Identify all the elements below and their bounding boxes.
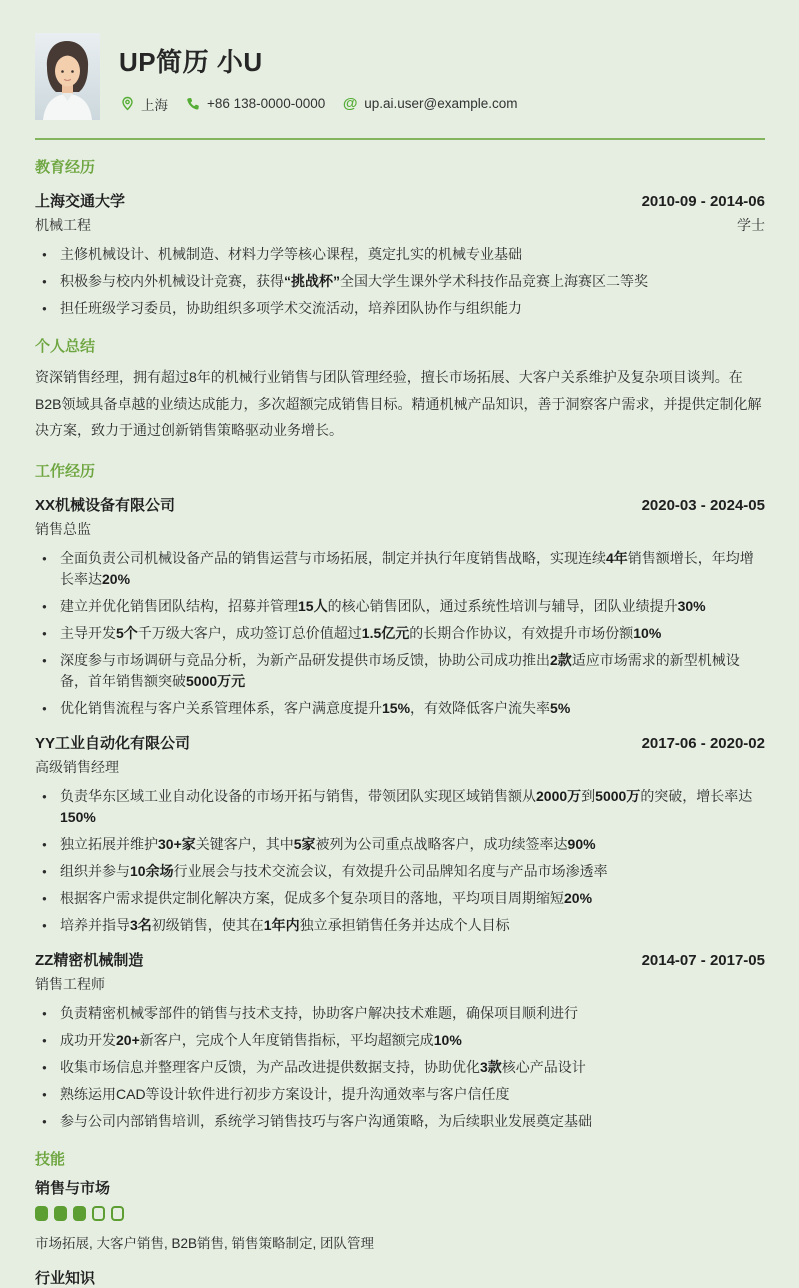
resume-sections <box>35 156 765 1288</box>
entry-date: 2020-03 - 2024-05 <box>641 496 765 514</box>
bullet-item: ● 积极参与校内外机械设计竞赛，获得“挑战杯”全国大学生课外学术科技作品竞赛上海赛区二等奖 <box>60 271 765 292</box>
skill-dot <box>73 1206 86 1221</box>
entry-subtitle-row <box>35 519 765 539</box>
profile-photo <box>35 33 100 120</box>
entry-side: 学士 <box>737 217 765 233</box>
contact-text: up.ai.user@example.com <box>364 96 518 111</box>
entry-name: XX机械设备有限公司 <box>35 496 176 514</box>
summary-paragraph: 资深销售经理，拥有超过8年的机械行业销售与团队管理经验，擅长市场拓展、大客户关系维护及复杂项目谈判。在B2B领域具备卓越的业绩达成能力，多次超额完成销售目标。精通机械产品知识，善于洞察客户需求，并提供定制化解决方案，致力于通过创新销售策略驱动业务增长。 <box>35 369 762 438</box>
bullet-item: ● 组织并参与10余场行业展会与技术交流会议，有效提升公司品牌知名度与产品市场渗透率 <box>60 861 765 882</box>
phone-icon <box>185 96 201 112</box>
section-title: 个人总结 <box>35 338 96 355</box>
entry <box>35 949 765 1132</box>
skill-dot <box>35 1206 48 1221</box>
entry-head <box>35 494 765 515</box>
entry-subtitle-row <box>35 974 765 994</box>
skill <box>35 1177 765 1252</box>
profile-photo-image <box>35 33 100 120</box>
skill <box>35 1267 765 1288</box>
skill-level-dots <box>35 1206 765 1221</box>
skill-dot <box>92 1206 105 1221</box>
resume-header <box>35 33 765 120</box>
entry-subtitle: 高级销售经理 <box>35 758 119 775</box>
section-title: 工作经历 <box>35 462 96 480</box>
candidate-name: UP简历 小U <box>119 46 263 77</box>
header-info <box>119 40 535 114</box>
entry-bullets <box>35 786 765 936</box>
entry-head <box>35 949 765 970</box>
section-summary <box>35 335 765 444</box>
bullet-item: ● 全面负责公司机械设备产品的销售运营与市场拓展，制定并执行年度销售战略，实现连续4年销售额增长，年均增长率达20% <box>60 548 765 590</box>
header-divider <box>35 138 765 140</box>
entry-subtitle: 机械工程 <box>35 217 91 233</box>
bullet-item: ● 收集市场信息并整理客户反馈，为产品改进提供数据支持，协助优化3款核心产品设计 <box>60 1057 765 1078</box>
entry <box>35 494 765 719</box>
skill-keywords: 市场拓展, 大客户销售, B2B销售, 销售策略制定, 团队管理 <box>35 1235 375 1251</box>
entry-head <box>35 190 765 211</box>
section-title: 教育经历 <box>35 159 96 176</box>
bullet-item: ● 负责华东区域工业自动化设备的市场开拓与销售，带领团队实现区域销售额从2000万到5000万的突破，增长率达150% <box>60 786 765 828</box>
bullet-item: ● 建立并优化销售团队结构，招募并管理15人的核心销售团队，通过系统性培训与辅导，团队业绩提升30% <box>60 596 765 617</box>
entry-bullets <box>35 244 765 319</box>
bullet-item: ● 熟练运用CAD等设计软件进行初步方案设计，提升沟通效率与客户信任度 <box>60 1084 765 1105</box>
section-work <box>35 460 765 1132</box>
skill-dot <box>111 1206 124 1221</box>
entry-subtitle-row <box>35 757 765 777</box>
skill-dot <box>54 1206 67 1221</box>
bullet-item: ● 根据客户需求提供定制化解决方案，促成多个复杂项目的落地，平均项目周期缩短20% <box>60 888 765 909</box>
contact-item-0 <box>119 94 168 114</box>
skill-name: 行业知识 <box>35 1269 96 1287</box>
entry <box>35 190 765 319</box>
contact-item-1 <box>185 96 325 112</box>
contact-text: 上海 <box>141 97 168 113</box>
entry-bullets <box>35 1003 765 1132</box>
entry-date: 2014-07 - 2017-05 <box>641 951 765 969</box>
entry-name: YY工业自动化有限公司 <box>35 734 191 752</box>
location-icon <box>119 96 135 112</box>
entry-date: 2017-06 - 2020-02 <box>641 734 765 752</box>
entry-name: 上海交通大学 <box>35 193 126 210</box>
entry-subtitle-row <box>35 215 765 235</box>
contact-row <box>119 94 535 114</box>
skill-name: 销售与市场 <box>35 1179 111 1197</box>
bullet-item: ● 参与公司内部销售培训，系统学习销售技巧与客户沟通策略，为后续职业发展奠定基础 <box>60 1111 765 1132</box>
bullet-item: ● 负责精密机械零部件的销售与技术支持，协助客户解决技术难题，确保项目顺利进行 <box>60 1003 765 1024</box>
bullet-item: ● 优化销售流程与客户关系管理体系，客户满意度提升15%，有效降低客户流失率5% <box>60 698 765 719</box>
bullet-item: ● 主修机械设计、机械制造、材料力学等核心课程，奠定扎实的机械专业基础 <box>60 244 765 265</box>
at-icon <box>342 96 358 112</box>
entry-name: ZZ精密机械制造 <box>35 951 144 969</box>
bullet-item: ● 独立拓展并维护30+家关键客户，其中5家被列为公司重点战略客户，成功续签率达90% <box>60 834 765 855</box>
entry-bullets <box>35 548 765 719</box>
section-skills <box>35 1148 765 1288</box>
contact-text: +86 138-0000-0000 <box>207 96 326 111</box>
section-education <box>35 156 765 319</box>
bullet-item: ● 担任班级学习委员，协助组织多项学术交流活动，培养团队协作与组织能力 <box>60 298 765 319</box>
at-glyph: @ <box>342 94 358 112</box>
contact-item-2 <box>342 96 517 112</box>
entry-subtitle: 销售总监 <box>35 520 91 537</box>
entry-date: 2010-09 - 2014-06 <box>641 193 765 210</box>
entry <box>35 732 765 936</box>
entry-subtitle: 销售工程师 <box>35 975 105 992</box>
entry-head <box>35 732 765 753</box>
bullet-item: ● 成功开发20+新客户，完成个人年度销售指标，平均超额完成10% <box>60 1030 765 1051</box>
bullet-item: ● 培养并指导3名初级销售，使其在1年内独立承担销售任务并达成个人目标 <box>60 915 765 936</box>
section-title: 技能 <box>35 1150 66 1168</box>
bullet-item: ● 主导开发5个千万级大客户，成功签订总价值超过1.5亿元的长期合作协议，有效提升市场份额10% <box>60 623 765 644</box>
bullet-item: ● 深度参与市场调研与竞品分析，为新产品研发提供市场反馈，协助公司成功推出2款适应市场需求的新型机械设备，首年销售额突破5000万元 <box>60 650 765 692</box>
